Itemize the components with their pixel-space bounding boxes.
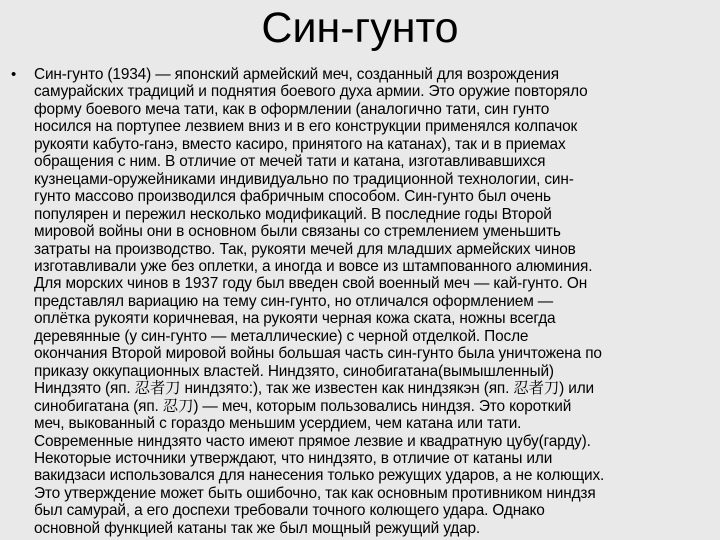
paragraph-line: представлял вариацию на тему син-гунто, но отличался оформлением —	[34, 292, 554, 310]
paragraph-line: вакидзаси использовался для нанесения только режущих ударов, а не колющих.	[34, 467, 605, 485]
paragraph-line: Современные ниндзято часто имеют прямое лезвие и квадратную цубу(гарду).	[34, 432, 591, 450]
paragraph-line: затраты на производство. Так, рукояти мечей для младших армейских чинов	[34, 240, 576, 258]
paragraph-line: приказу оккупационных властей. Ниндзято, синобигатана(вымышленный)	[34, 362, 554, 380]
paragraph-line: кузнецами-оружейниками индивидуально по традиционной технологии, син-	[34, 170, 574, 188]
paragraph-line: изготавливали уже без оплетки, а иногда и вовсе из штампованного алюминия.	[34, 257, 593, 275]
paragraph-line: самурайских традиций и поднятия боевого духа армии. Это оружие повторяло	[34, 83, 588, 101]
paragraph-line: обращения с ним. В отличие от мечей тати и катана, изготавливавшихся	[34, 153, 546, 171]
paragraph-line: форму боевого меча тати, как в оформлении (аналогично тати, син гунто	[34, 100, 550, 118]
slide-title: Син-гунто	[261, 4, 459, 52]
bullet-marker: •	[11, 66, 17, 83]
paragraph-line: оплётка рукояти коричневая, на рукояти черная кожа ската, ножны всегда	[34, 310, 556, 328]
paragraph-line: меч, выкованный с гораздо меньшим усердием, чем катана или тати.	[34, 415, 522, 433]
paragraph-line: синобигатана (яп. 忍刀) — меч, которым пользовались ниндзя. Это короткий	[34, 397, 572, 415]
paragraph-line: Это утверждение может быть ошибочно, так как основным противником ниндзя	[34, 484, 596, 502]
paragraph-line: Для морских чинов в 1937 году был введен свой военный меч — кай-гунто. Он	[34, 275, 588, 293]
paragraph-line: рукояти кабуто-ганэ, вместо касиро, принятого на катанах), так и в приемах	[34, 135, 566, 153]
paragraph-line: был самурай, а его доспехи требовали точного колющего удара. Однако	[34, 502, 545, 520]
paragraph-line: гунто массово производился фабричным способом. Син-гунто был очень	[34, 188, 551, 206]
paragraph-line: Син-гунто (1934) — японский армейский меч, созданный для возрождения	[34, 66, 559, 83]
paragraph-line: популярен и пережил несколько модификаций. В последние годы Второй	[34, 205, 552, 223]
paragraph-line: мировой войны они в основном были связаны со стремлением уменьшить	[34, 223, 561, 241]
paragraph-line: Некоторые источники утверждают, что ниндзято, в отличие от катаны или	[34, 449, 553, 467]
paragraph-line: основной функцией катаны так же был мощный режущий удар.	[34, 519, 481, 537]
paragraph-line: Ниндзято (яп. 忍者刀 ниндзято:), так же известен как ниндзякэн (яп. 忍者刀) или	[34, 380, 595, 398]
paragraph-line: носился на портупее лезвием вниз и в его конструкции применялся колпачок	[34, 118, 578, 136]
bullet-paragraph	[34, 66, 720, 537]
paragraph-line: деревянные (у син-гунто — металлические) с черной отделкой. После	[34, 327, 529, 345]
paragraph-line: окончания Второй мировой войны большая часть син-гунто была уничтожена по	[34, 345, 602, 363]
